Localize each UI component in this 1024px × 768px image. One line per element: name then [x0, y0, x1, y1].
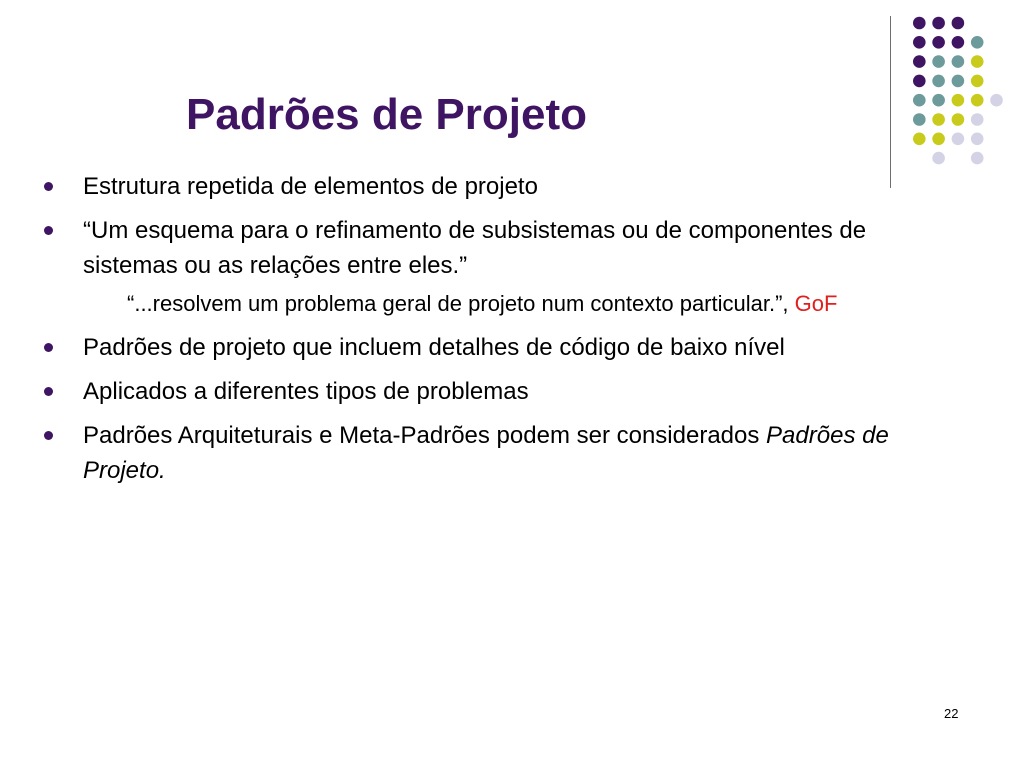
decorative-dot [971, 133, 984, 146]
decorative-dot [932, 36, 945, 49]
bullet-list [44, 169, 904, 497]
decorative-dot [952, 75, 965, 88]
slide-title: Padrões de Projeto [186, 90, 588, 139]
decorative-dot [971, 94, 984, 107]
decorative-dot [952, 36, 965, 49]
decorative-dot [952, 94, 965, 107]
list-item [44, 213, 904, 283]
decorative-dot [971, 113, 984, 126]
decorative-dot [913, 94, 926, 107]
list-item [44, 330, 904, 365]
bullet-text: Aplicados a diferentes tipos de problemas [83, 378, 529, 405]
decorative-dot [990, 94, 1003, 107]
decorative-dot [913, 17, 926, 30]
decorative-dot [952, 133, 965, 146]
bullet-emphasis: Padrões de Projeto. [83, 422, 889, 484]
decorative-dot [971, 152, 984, 165]
sub-quote [44, 288, 904, 320]
decorative-dot [971, 75, 984, 88]
decorative-dot [913, 75, 926, 88]
bullet-dot-icon [44, 431, 53, 440]
decorative-dot [932, 113, 945, 126]
decorative-dot [932, 152, 945, 165]
bullet-text: “Um esquema para o refinamento de subsistemas ou de componentes de sistemas ou as relações entre eles.” [83, 217, 867, 279]
list-item [44, 418, 904, 488]
citation-gof: GoF [794, 291, 838, 316]
decorative-dot [932, 17, 945, 30]
bullet-dot-icon [44, 226, 53, 235]
decorative-dot [913, 55, 926, 68]
bullet-dot-icon [44, 387, 53, 396]
list-item [44, 169, 904, 204]
bullet-text: Padrões de projeto que incluem detalhes de código de baixo nível [83, 334, 785, 361]
decorative-dot [913, 36, 926, 49]
vertical-divider [890, 16, 891, 188]
decorative-dot [932, 94, 945, 107]
decorative-dot [932, 75, 945, 88]
decorative-dot [971, 55, 984, 68]
bullet-text: Padrões Arquiteturais e Meta-Padrões podem ser considerados [83, 422, 767, 449]
decorative-dot [952, 17, 965, 30]
bullet-text: Estrutura repetida de elementos de projeto [83, 173, 538, 200]
decorative-dot [913, 113, 926, 126]
sub-quote-text: “...resolvem um problema geral de projeto num contexto particular.”, [127, 291, 795, 316]
list-item [44, 374, 904, 409]
bullet-dot-icon [44, 343, 53, 352]
decorative-dot [952, 113, 965, 126]
decorative-dot [932, 133, 945, 146]
bullet-dot-icon [44, 182, 53, 191]
decorative-dot [952, 55, 965, 68]
page-number: 22 [944, 706, 959, 721]
decorative-dot [913, 133, 926, 146]
decorative-dot [971, 36, 984, 49]
decorative-dot [932, 55, 945, 68]
